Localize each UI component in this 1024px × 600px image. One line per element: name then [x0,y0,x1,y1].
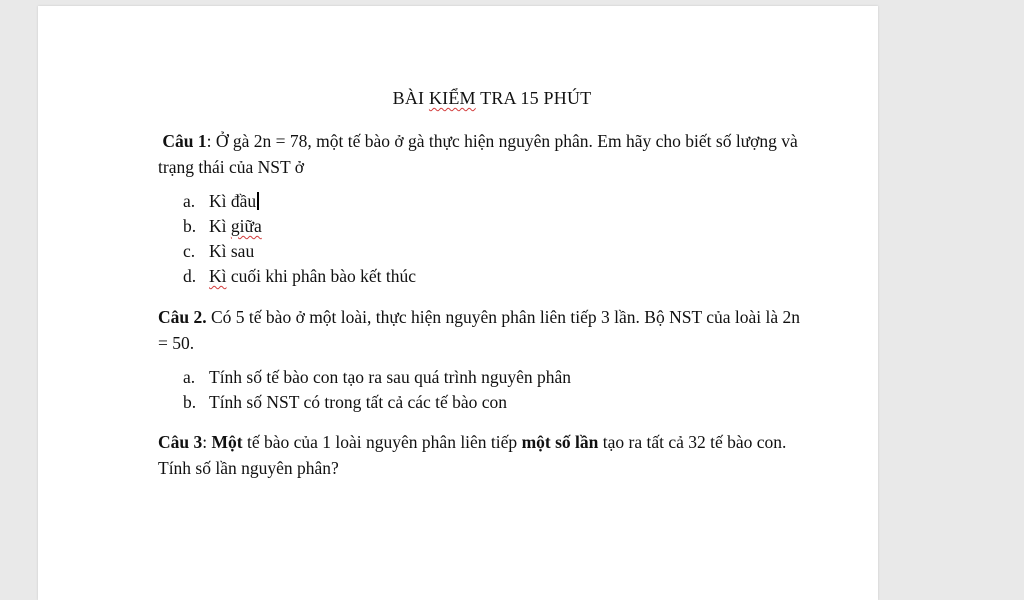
question-3-text: tế bào của 1 loài nguyên phân liên tiếp [242,432,522,452]
list-item [183,365,571,390]
list-marker: a. [183,191,196,211]
list-item [183,264,416,289]
list-item-text: Kì [209,216,231,236]
list-item-text: cuối khi phân bào kết thúc [226,266,417,286]
question-1-label: Câu 1 [162,131,207,151]
title-misspelled-word: KIỂM [428,88,476,108]
question-2 [158,304,808,356]
list-item-text: Tính số tế bào con tạo ra sau quá trình nguyên phân [209,367,572,387]
list-marker: d. [183,266,197,286]
document-title [158,88,826,109]
document-page[interactable] [38,6,878,600]
question-3-bold-text: một số lần [521,432,599,452]
question-3-bold-text: Một [211,432,243,452]
text-cursor [257,192,259,210]
list-item-text: Kì đầu [209,191,257,211]
list-marker: c. [183,241,196,261]
list-item-text: Kì sau [209,241,255,261]
question-3-label: Câu 3 [158,432,203,452]
question-2-text: Có 5 tế bào ở một loài, thực hiện nguyên phân liên tiếp 3 lần. Bộ NST của loài là 2n = 50. [158,307,801,353]
question-3-text: tạo ra tất cả 32 tế bào con. Tính số lần nguyên phân? [158,432,787,478]
question-2-label: Câu 2. [158,307,207,327]
list-item-text: Tính số NST có trong tất cả các tế bào con [209,392,508,412]
list-item [183,189,416,214]
title-text-prefix: BÀI [392,88,429,108]
question-3-colon: : [202,432,212,452]
question-1-text: : Ở gà 2n = 78, một tế bào ở gà thực hiện nguyên phân. Em hãy cho biết số lượng và trạng thái của NST ở [158,131,798,177]
list-item [183,390,571,415]
list-marker: b. [183,392,197,412]
list-marker: b. [183,216,197,236]
list-item-misspelled-word: Kì [209,266,227,286]
question-1 [158,128,808,180]
question-3 [158,429,808,481]
title-text-suffix: TRA 15 PHÚT [475,88,592,108]
question-1-list [183,189,416,289]
list-item [183,214,416,239]
list-item-misspelled-word: giữa [230,216,262,236]
list-item [183,239,416,264]
question-2-list [183,365,571,415]
list-marker: a. [183,367,196,387]
